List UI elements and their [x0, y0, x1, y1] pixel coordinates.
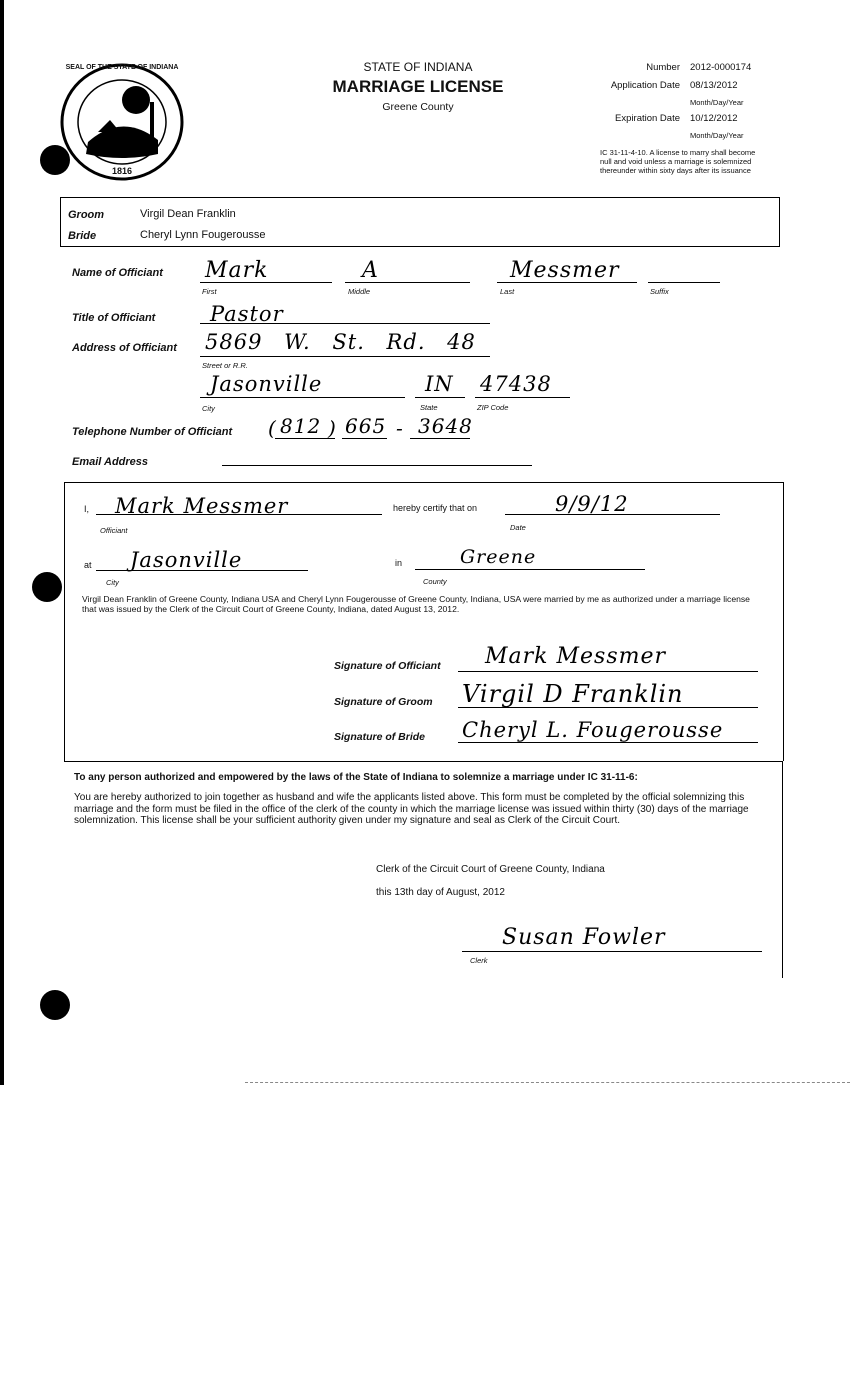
bride-name: Cheryl Lynn Fougerousse	[140, 229, 266, 241]
date-caption: Date	[510, 523, 526, 532]
officiant-title: Pastor	[210, 302, 284, 326]
bride-signature: Cheryl L. Fougerousse	[462, 718, 724, 742]
issue-day-line: this 13th day of August, 2012	[376, 887, 505, 898]
officiant-street: 5869 W. St. Rd. 48	[205, 330, 476, 354]
certify-officiant: Mark Messmer	[115, 494, 289, 518]
first-caption: First	[202, 287, 217, 296]
officiant-first-name: Mark	[205, 258, 269, 283]
clerk-signature: Susan Fowler	[502, 925, 666, 950]
bride-label: Bride	[68, 230, 97, 242]
phone-open-paren: (	[268, 416, 277, 440]
officiant-signature: Mark Messmer	[485, 644, 667, 669]
application-date-label: Application Date	[610, 80, 680, 91]
groom-signature: Virgil D Franklin	[462, 680, 684, 708]
license-number: 2012-0000174	[690, 62, 752, 73]
number-label: Number	[646, 62, 680, 73]
certify-city: Jasonville	[130, 548, 243, 572]
officiant-city: Jasonville	[210, 372, 323, 396]
officiant-last-name: Messmer	[510, 258, 620, 283]
validity-notice: IC 31-11-4-10. A license to marry shall become null and void unless a marriage is solemnized thereunder within sixty days after its issuance	[600, 148, 756, 175]
officiant-address-label: Address of Officiant	[72, 342, 177, 354]
officiant-state: IN	[425, 372, 454, 396]
sig-bride-label: Signature of Bride	[334, 731, 426, 743]
clerk-caption: Clerk	[470, 956, 488, 965]
certify-text: hereby certify that on	[393, 503, 478, 513]
application-date: 08/13/2012	[690, 80, 738, 91]
i-label: I,	[84, 504, 90, 514]
certify-date: 9/9/12	[555, 492, 629, 516]
phone-prefix: 665	[345, 414, 387, 438]
suffix-caption: Suffix	[650, 287, 669, 296]
state-seal-graphic	[58, 62, 186, 182]
officiant-middle-name: A	[362, 258, 379, 283]
punch-hole-bottom	[40, 990, 70, 1020]
officiant-name-label: Name of Officiant	[72, 267, 163, 279]
street-caption: Street or R.R.	[202, 361, 248, 370]
email-label: Email Address	[72, 456, 149, 468]
last-caption: Last	[500, 287, 515, 296]
phone-dash: -	[396, 416, 404, 440]
sig-groom-label: Signature of Groom	[334, 696, 433, 708]
state-caption: State	[420, 403, 438, 412]
officiant-phone-label: Telephone Number of Officiant	[72, 426, 233, 438]
left-scan-edge	[0, 0, 4, 1085]
authorization-body: You are hereby authorized to join together as husband and wife the applicants listed above. This form must be completed by the official solemnizing this marriage and the form must be filed in the office of the clerk of the county in which the marriage license was issued within thirty (30) days of the marriage solemnization. This license shall be your sufficient authority given under my signature and seal as Clerk of the Circuit Court.	[74, 792, 749, 826]
city-caption: City	[202, 404, 215, 413]
county-title: Greene County	[382, 101, 454, 113]
zip-caption: ZIP Code	[477, 403, 509, 412]
seal-year: 1816	[111, 166, 133, 176]
seal-text: SEAL OF THE STATE OF INDIANA	[65, 64, 179, 71]
state-seal	[58, 62, 186, 182]
phone-line: 3648	[418, 414, 473, 438]
at-label: at	[84, 560, 92, 570]
marriage-statement: Virgil Dean Franklin of Greene County, Indiana USA and Cheryl Lynn Fougerousse of Greene County, Indiana, USA were married by me as authorized under a marriage license that was issued by the Clerk of the Circuit Court of Greene County, Indiana, dated August 13, 2012.	[82, 594, 750, 614]
groom-name: Virgil Dean Franklin	[140, 208, 236, 220]
phone-close-paren: )	[328, 416, 337, 440]
expiration-date: 10/12/2012	[690, 113, 738, 124]
officiant-zip: 47438	[480, 372, 552, 396]
document-title: MARRIAGE LICENSE	[332, 77, 504, 96]
middle-caption: Middle	[348, 287, 371, 296]
sig-officiant-label: Signature of Officiant	[334, 660, 441, 672]
state-title: STATE OF INDIANA	[363, 60, 473, 74]
officiant-caption: Officiant	[100, 526, 128, 535]
expiration-date-format: Month/Day/Year	[690, 131, 744, 140]
groom-label: Groom	[68, 209, 105, 221]
bottom-scan-edge	[245, 1082, 850, 1084]
county-caption: County	[423, 577, 447, 586]
city-caption-2: City	[106, 578, 119, 587]
clerk-of-court: Clerk of the Circuit Court of Greene County, Indiana	[376, 864, 605, 875]
officiant-title-label: Title of Officiant	[72, 312, 156, 324]
phone-area-code: 812	[280, 414, 322, 438]
punch-hole-top	[40, 145, 70, 175]
authorization-heading: To any person authorized and empowered by the laws of the State of Indiana to solemnize a marriage under IC 31-11-6:	[74, 772, 638, 783]
certify-county: Greene	[460, 546, 537, 568]
punch-hole-middle	[32, 572, 62, 602]
in-label: in	[395, 558, 403, 568]
application-date-format: Month/Day/Year	[690, 98, 744, 107]
expiration-date-label: Expiration Date	[615, 113, 680, 124]
